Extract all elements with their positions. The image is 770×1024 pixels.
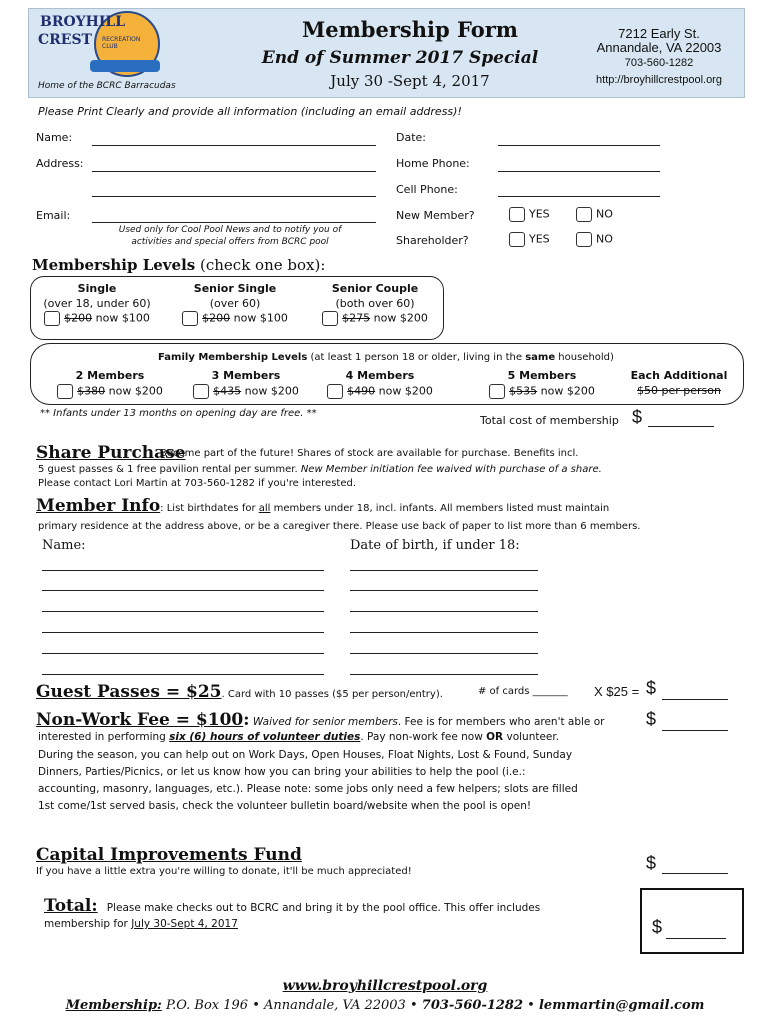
senior-couple-level: Senior Couple (both over 60) $275 now $200 (310, 282, 440, 326)
total-cost-label: Total cost of membership (480, 414, 619, 427)
cell-phone-label: Cell Phone: (396, 183, 458, 196)
share-text-1: Become part of the future! Shares of stock are available for purchase. Benefits incl. (160, 448, 579, 459)
logo-small-text: RECREATION CLUB (102, 36, 141, 50)
tagline: Home of the BCRC Barracudas (38, 81, 176, 91)
home-phone-label: Home Phone: (396, 157, 470, 170)
nonwork-fee-field[interactable] (662, 730, 728, 731)
logo (32, 8, 164, 86)
member-name-line-2[interactable] (42, 590, 324, 591)
family-4-members: 4 Members $490 now $200 (310, 369, 450, 399)
logo-line2: CREST (38, 32, 92, 48)
member-info-heading: Member Info: List birthdates for all members under 18, incl. infants. All members listed must maintain (36, 496, 610, 516)
member-info-text-2: primary residence at the address above, or be a caregiver there. Please use back of paper to list more than 6 members. (38, 521, 641, 532)
senior-couple-checkbox[interactable] (322, 311, 338, 326)
new-member-yes[interactable]: YES (509, 207, 550, 222)
capital-dollar: $ (646, 853, 657, 873)
nonwork-dollar: $ (646, 709, 657, 729)
shareholder-label: Shareholder? (396, 234, 469, 247)
nonwork-line-3: During the season, you can help out on Work Days, Open Houses, Float Nights, Lost & Found, Sunday (38, 749, 573, 761)
footer-website[interactable]: www.broyhillcrestpool.org (282, 978, 488, 994)
shareholder-yes[interactable]: YES (509, 232, 550, 247)
total-field[interactable] (666, 938, 726, 939)
infants-note: ** Infants under 13 months on opening day are free. ** (40, 408, 317, 419)
capital-heading: Capital Improvements Fund (36, 845, 302, 865)
member-name-line-3[interactable] (42, 611, 324, 612)
address-field-1[interactable] (92, 171, 376, 172)
family-2-members: 2 Members $380 now $200 (40, 369, 180, 399)
share-text-3: Please contact Lori Martin at 703-560-1282 if you're interested. (38, 478, 357, 489)
shareholder-yes-checkbox[interactable] (509, 232, 525, 247)
member-dob-line-6[interactable] (350, 674, 538, 675)
member-name-line-5[interactable] (42, 653, 324, 654)
member-dob-line-2[interactable] (350, 590, 538, 591)
total-line-1: Total: Please make checks out to BCRC and bring it by the pool office. This offer includes (44, 896, 541, 916)
new-member-no[interactable]: NO (576, 207, 613, 222)
footer-contact: Membership: P.O. Box 196 • Annandale, VA 22003 • 703-560-1282 • lemmartin@gmail.com (65, 998, 705, 1013)
club-address-2: Annandale, VA 22003 (596, 40, 722, 55)
home-phone-field[interactable] (498, 171, 660, 172)
address-field-2[interactable] (92, 196, 376, 197)
family-3-members: 3 Members $435 now $200 (176, 369, 316, 399)
form-title: Membership Form (301, 17, 519, 42)
senior-single-level: Senior Single (over 60) $200 now $100 (172, 282, 298, 326)
guest-total-field[interactable] (662, 699, 728, 700)
capital-text: If you have a little extra you're willing to donate, it'll be much appreciated! (36, 866, 412, 877)
total-dollar: $ (652, 917, 663, 937)
member-dob-line-3[interactable] (350, 611, 538, 612)
guest-passes: Guest Passes = $25. Card with 10 passes ($5 per person/entry). (36, 682, 443, 702)
family-2-checkbox[interactable] (57, 384, 73, 399)
member-name-line-1[interactable] (42, 570, 324, 571)
family-levels-title: Family Membership Levels (at least 1 person 18 or older, living in the same household) (158, 352, 614, 363)
family-4-checkbox[interactable] (327, 384, 343, 399)
member-name-column: Name: (42, 538, 86, 553)
member-dob-line-1[interactable] (350, 570, 538, 571)
single-level: Single (over 18, under 60) $200 now $100 (43, 282, 151, 325)
date-label: Date: (396, 131, 426, 144)
new-member-yes-checkbox[interactable] (509, 207, 525, 222)
nonwork-line-6: 1st come/1st served basis, check the volunteer bulletin board/website when the pool is open! (38, 800, 532, 812)
levels-heading: Membership Levels (check one box): (32, 256, 326, 274)
email-note-2: activities and special offers from BCRC pool (131, 237, 329, 247)
nonwork-line-5: accounting, masonry, languages, etc.). Please note: some jobs only need a few helpers; slots are filled (38, 783, 578, 795)
club-phone: 703-560-1282 (624, 57, 694, 69)
name-field[interactable] (92, 145, 376, 146)
family-3-checkbox[interactable] (193, 384, 209, 399)
new-member-label: New Member? (396, 209, 475, 222)
club-website[interactable]: http://broyhillcrestpool.org (596, 74, 722, 86)
capital-field[interactable] (662, 873, 728, 874)
member-dob-line-4[interactable] (350, 632, 538, 633)
family-5-members: 5 Members $535 now $200 (472, 369, 612, 399)
form-dates: July 30 -Sept 4, 2017 (330, 72, 490, 90)
email-field[interactable] (92, 222, 376, 223)
family-5-checkbox[interactable] (489, 384, 505, 399)
logo-water (90, 60, 160, 72)
member-name-line-6[interactable] (42, 674, 324, 675)
shareholder-no[interactable]: NO (576, 232, 613, 247)
senior-single-checkbox[interactable] (182, 311, 198, 326)
shareholder-no-checkbox[interactable] (576, 232, 592, 247)
family-each-additional: Each Additional $50 per person (630, 369, 728, 397)
single-checkbox[interactable] (44, 311, 60, 326)
member-name-line-4[interactable] (42, 632, 324, 633)
member-dob-line-5[interactable] (350, 653, 538, 654)
guest-dollar: $ (646, 678, 657, 698)
total-cost-field[interactable] (648, 426, 714, 427)
guest-times: X $25 = (594, 684, 640, 699)
guest-cards-field[interactable]: # of cards _______ (478, 686, 568, 697)
total-cost-dollar: $ (632, 407, 643, 427)
member-dob-column: Date of birth, if under 18: (350, 538, 520, 553)
name-label: Name: (36, 131, 73, 144)
total-line-2: membership for July 30-Sept 4, 2017 (44, 918, 238, 930)
email-note-1: Used only for Cool Pool News and to notify you of (118, 225, 342, 235)
share-heading: Share Purchase (36, 443, 186, 463)
email-label: Email: (36, 209, 71, 222)
nonwork-line-1: Non-Work Fee = $100: Waived for senior members. Fee is for members who aren't able or (36, 710, 605, 730)
share-text-2: 5 guest passes & 1 free pavilion rental per summer. New Member initiation fee waived with purchase of a share. (38, 464, 602, 475)
club-address-1: 7212 Early St. (618, 26, 700, 41)
nonwork-line-2: interested in performing six (6) hours of volunteer duties. Pay non-work fee now OR volunteer. (38, 731, 560, 743)
nonwork-line-4: Dinners, Parties/Picnics, or let us know how you can bring your abilities to help the pool (i.e.: (38, 766, 526, 778)
form-subtitle: End of Summer 2017 Special (261, 48, 539, 68)
address-label: Address: (36, 157, 84, 170)
date-field[interactable] (498, 145, 660, 146)
new-member-no-checkbox[interactable] (576, 207, 592, 222)
logo-line1: BROYHILL (40, 14, 126, 30)
cell-phone-field[interactable] (498, 196, 660, 197)
instructions: Please Print Clearly and provide all information (including an email address)! (38, 105, 462, 118)
